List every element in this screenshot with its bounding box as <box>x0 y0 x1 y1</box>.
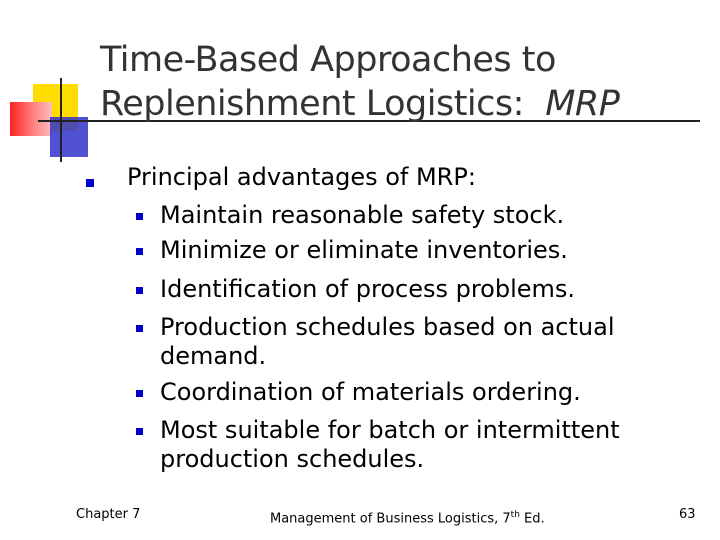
list-item-line: demand. <box>160 342 267 370</box>
title-line-1: Time-Based Approaches to <box>100 40 556 80</box>
bullet-square-icon <box>136 325 143 332</box>
title-emphasis: MRP <box>545 84 620 124</box>
list-item-text <box>160 313 680 371</box>
bullet-square-icon <box>136 213 143 220</box>
list-item-text: Maintain reasonable safety stock. <box>160 201 565 229</box>
list-item-line: Most suitable for batch or intermittent <box>160 416 620 444</box>
list-item-text: Minimize or eliminate inventories. <box>160 236 568 264</box>
list-item-text: Coordination of materials ordering. <box>160 378 581 406</box>
footer-book-superscript: th <box>510 510 520 520</box>
bullet-square-icon <box>136 287 143 294</box>
bullet-square-icon <box>136 428 143 435</box>
main-bullet-text: Principal advantages of MRP: <box>127 163 476 191</box>
title-line-2-text: Replenishment Logistics: <box>100 84 524 124</box>
footer-chapter: Chapter 7 <box>76 507 141 522</box>
list-item-line: Production schedules based on actual <box>160 313 615 341</box>
page-number: 63 <box>679 507 696 522</box>
bullet-square-icon <box>86 179 94 187</box>
list-item-text <box>160 416 680 474</box>
footer-book-title <box>270 507 545 527</box>
list-item-line: production schedules. <box>160 445 425 473</box>
list-item-text: Identification of process problems. <box>160 275 576 303</box>
bullet-square-icon <box>136 248 143 255</box>
footer-book-text: Management of Business Logistics, 7 <box>270 511 511 527</box>
bullet-square-icon <box>136 390 143 397</box>
footer-book-edition: Ed. <box>519 511 545 527</box>
